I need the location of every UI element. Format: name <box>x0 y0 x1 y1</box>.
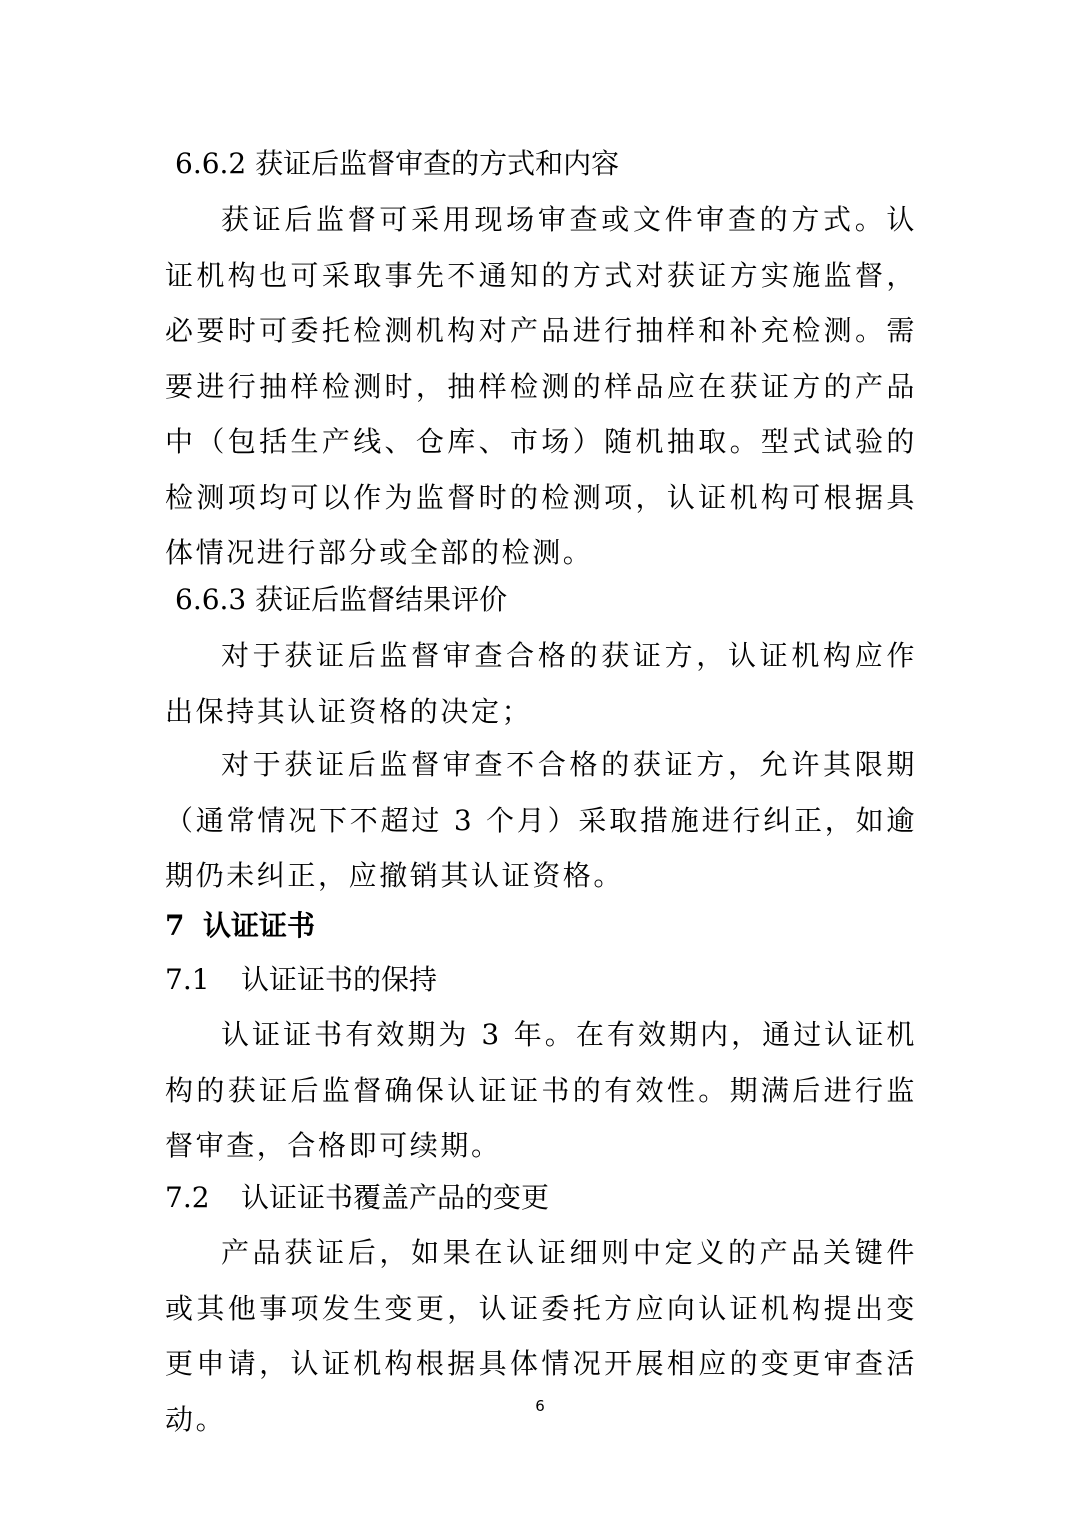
heading-7-1 <box>165 960 437 1000</box>
heading-7-number: 7 <box>165 909 185 942</box>
heading-6-6-2: 6.6.2 获证后监督审查的方式和内容 <box>175 147 620 180</box>
heading-7-2 <box>165 1178 549 1218</box>
heading-7-1-title: 认证证书的保持 <box>241 963 438 996</box>
paragraph-6-6-3-pass: 对于获证后监督审查合格的获证方，认证机构应作出保持其认证资格的决定； <box>165 639 917 728</box>
heading-7 <box>165 906 315 946</box>
paragraph-6-6-2: 获证后监督可采用现场审查或文件审查的方式。认证机构也可采取事先不通知的方式对获证方实施监督，必要时可委托检测机构对产品进行抽样和补充检测。需要进行抽样检测时，抽样检测的样品应在获证方的产品中（包括生产线、仓库、市场）随机抽取。型式试验的检测项均可以作为监督时的检测项，认证机构可根据具体情况进行部分或全部的检测。 <box>165 203 917 569</box>
heading-7-2-number: 7.2 <box>165 1181 210 1214</box>
heading-7-2-title: 认证证书覆盖产品的变更 <box>241 1181 550 1214</box>
paragraph-7-2: 产品获证后，如果在认证细则中定义的产品关键件或其他事项发生变更，认证委托方应向认证机构提出变更申请，认证机构根据具体情况开展相应的变更审查活动。 <box>165 1236 917 1436</box>
heading-7-title: 认证证书 <box>203 909 316 942</box>
heading-7-1-number: 7.1 <box>165 963 210 996</box>
paragraph-7-1: 认证证书有效期为 3 年。在有效期内，通过认证机构的获证后监督确保认证证书的有效性。期满后进行监督审查，合格即可续期。 <box>165 1018 917 1162</box>
paragraph-6-6-3-fail: 对于获证后监督审查不合格的获证方，允许其限期（通常情况下不超过 3 个月）采取措施进行纠正，如逾期仍未纠正，应撤销其认证资格。 <box>165 748 917 892</box>
heading-6-6-3: 6.6.3 获证后监督结果评价 <box>175 583 508 616</box>
page-number: 6 <box>535 1397 545 1415</box>
